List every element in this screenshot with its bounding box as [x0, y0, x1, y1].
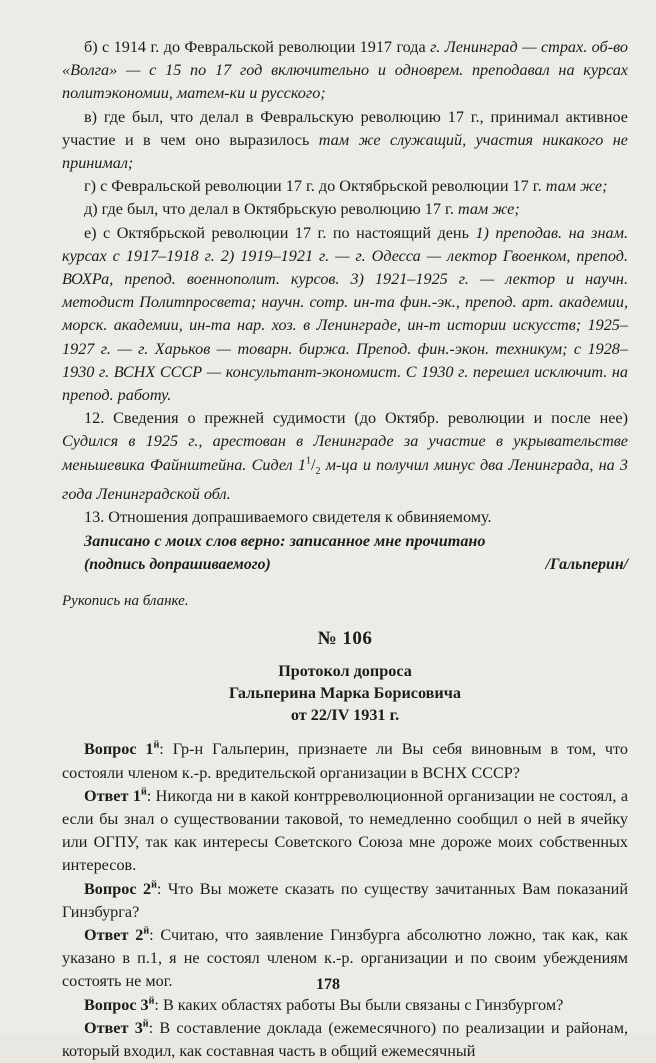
document-number: № 106	[317, 628, 373, 650]
signature-name: /Гальперин/	[545, 555, 628, 573]
answer-label-sup: й	[140, 786, 147, 798]
item-v-answer: там же служащий, участия никакого не принимал;	[62, 130, 628, 173]
item-d	[62, 198, 628, 221]
item-b	[62, 36, 628, 106]
page-number: 178	[316, 976, 340, 993]
fraction-numerator: 1	[305, 455, 311, 467]
question-label: Вопрос 2	[84, 879, 152, 898]
item-g-text: г) с Февральской революции 17 г. до Октябрьской революции 17 г.	[84, 177, 546, 196]
item-e-answer: 1) преподав. на знам. курсах с 1917–1918 г. 2) 1919–1921 г. — г. Одесса — лектор Гвоенком, препод. ВОХРа, препод. военнополит. курсов. 3) 1921–1925 г. — лектор и научн. методист Политпросвета; научн. сотр. ин-та фин.-эк., препод. арт. академии, морск. академии, ин-та нар. хоз. в Ленинграде, ин-т истории искусств; 1925–1927 г. — г. Харьков — товарн. биржа. Препод. фин.-экон. техникум; с 1928–1930 г. ВСНХ СССР — консультант-экономист. С 1930 г. перешел исключит. на препод. работу.	[62, 223, 628, 405]
question-label-sup: й	[148, 995, 155, 1007]
source-note: Рукопись на бланке.	[62, 592, 189, 609]
answer-text: : Считаю, что заявление Гинзбурга абсолютно ложно, так как, как указано в п.1, я не состоял членом к.-р. организации и по своим убеждениям состоять не мог.	[62, 925, 628, 991]
answer-text: : В составление доклада (ежемесячного) по реализации и районам, который входил, как составная часть в общий ежемесячный	[62, 1018, 628, 1060]
item-12-answer-b: м-ца и получил минус два Ленинграда, на 3 года Ленинградской обл.	[62, 455, 628, 504]
signature-caption: (подпись допрашиваемого)	[84, 555, 271, 573]
item-d-text: д) где был, что делал в Октябрьскую революцию 17 г.	[84, 200, 458, 219]
item-e	[62, 222, 628, 408]
protocol-title: Протокол допроса	[278, 662, 412, 681]
answer-text: : Никогда ни в какой контрреволюционной организации не состоял, а если бы знал о существовании таковой, то немедленно сообщил о ней в ячейку или ОГПУ, так как интересы Советского Союза мне дороже моих собственных интересов.	[62, 786, 629, 875]
item-12-text: 12. Сведения о прежней судимости (до Октябр. революции и после нее)	[84, 409, 628, 428]
answer-label-sup: й	[142, 1018, 149, 1030]
question-label-sup: й	[153, 739, 160, 751]
answer-label-sup: й	[143, 925, 150, 937]
item-e-text: е) с Октябрьской революции 17 г. по настоящий день	[84, 223, 476, 242]
question-1	[62, 738, 628, 784]
item-v	[62, 106, 628, 176]
item-g	[62, 175, 628, 198]
item-13: 13. Отношения допрашиваемого свидетеля к обвиняемому.	[84, 508, 492, 527]
text-column	[62, 36, 628, 1063]
item-v-text: в) где был, что делал в Февральскую революцию 17 г., принимал активное участие и в чем оно выразилось	[62, 107, 628, 149]
item-b-text: б) с 1914 г. до Февральской революции 1917 года	[84, 38, 431, 56]
recorded-statement: Записано с моих слов верно: записанное мне прочитано	[84, 531, 486, 550]
answer-3	[62, 1017, 628, 1063]
protocol-date: от 22/IV 1931 г.	[290, 706, 400, 725]
signature-row	[62, 553, 628, 576]
answer-label: Ответ 2	[84, 925, 144, 944]
answer-label: Ответ 3	[84, 1018, 143, 1037]
protocol-subject: Гальперина Марка Борисовича	[229, 684, 461, 703]
question-label-sup: й	[151, 879, 157, 891]
question-label: Вопрос 3	[84, 995, 149, 1014]
item-12-answer-a: Судился в 1925 г., арестован в Ленинграде за участие в укрывательстве меньшевика Файнштейна. Сидел 1	[62, 432, 628, 474]
answer-1	[62, 785, 628, 878]
item-12: 12. Сведения о прежней судимости (до Октябр. революции и после нее) Судился в 1925 г., арестован в Ленинграде за участие в укрывательстве меньшевика Файнштейна. Сидел $1^1/_2$ м-ца и получил минус два Ленинграда, на 3 года Ленинградской обл.	[62, 409, 628, 504]
item-b-answer: г. Ленинград — страх. об-во «Волга» — с 15 по 17 год включительно и одноврем. преподавал на курсах политэкономии, матем-ки и русского;	[62, 38, 628, 103]
answer-label: Ответ 1	[84, 786, 141, 805]
question-text: : В каких областях работы Вы были связаны с Гинзбургом?	[154, 995, 564, 1014]
question-2	[62, 878, 628, 924]
item-d-answer: там же;	[457, 200, 520, 219]
question-3	[62, 994, 628, 1017]
question-text: : Гр-н Гальперин, признаете ли Вы себя виновным в том, что состояли членом к.-р. вредительской организации в ВСНХ СССР?	[62, 740, 628, 782]
question-label: Вопрос 1	[84, 740, 154, 759]
question-text: : Что Вы можете сказать по существу зачитанных Вам показаний Гинзбурга?	[62, 879, 629, 921]
fraction-denominator: 2	[315, 465, 321, 477]
item-g-answer: там же;	[545, 177, 608, 196]
